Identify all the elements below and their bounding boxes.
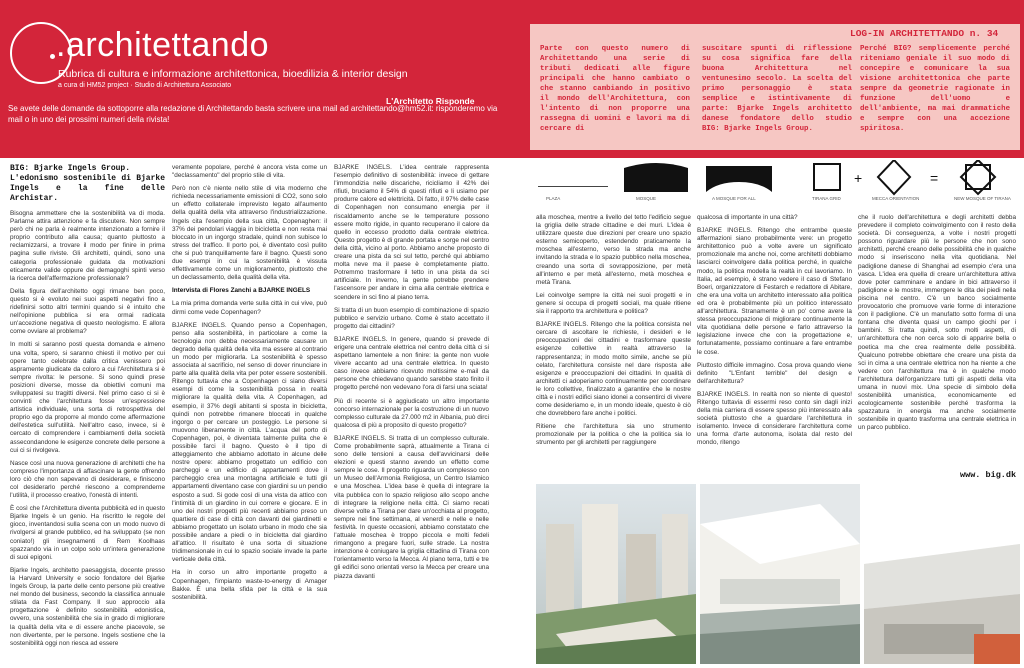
paragraph: qualcosa di importante in una città?	[697, 214, 798, 221]
diagram-labels	[536, 196, 1020, 206]
paragraph: BJARKE INGELS. Quando penso a Copenhagen, penso alla sostenibilità, in particolare a come la tecnologia non debba necessariamente causare un degrado della qualità della vita ma essere al contrario un modo per migliorarla. La sostenibilità è spesso associata al sacrificio, nel senso di dover rinunciare in parte alla qualità della vita per poter essere sostenibili. Ritengo tuttavia che a Copenhagen ci siano diversi esempi di come la sostenibilità possa in realtà migliorare la qualità della vita. A Copenhagen, ad esempio, il 37% degli abitanti si sposta in bicicletta, quindi non potrebbe rimanere bloccati in qualche ingorgo o per cercare un posteggio. Le persone si muovono liberamente in città. L'acqua del porto di Copenhagen, poi, è diventata talmente pulita che è possibile farci il bagno. Questo è il tipo di atteggiamento che abbiamo adottato in alcune delle nostre opere: abbiamo progettato un edificio con parcheggi e un edificio di appartamenti dove il parcheggio crea una montagna artificiale e tutti gli appartamenti diventano case con giardini su un pendio esposto a sud. Si gode così di una vista da attico con l'intimità di un giardino in cui correre e giocare. E in uno dei nostri progetti più recenti abbiamo preso un quartiere di case di città con davanti dei giardinetti e abbiamo progettato un isolato urbano in modo che sia possibile andare a piedi o in bicicletta dal giardino all'attico. Il risultato è una sorta di situazione tridimensionale in cui lo spazio sociale invade la parte verticale della città.	[172, 321, 327, 564]
diagram-label-tirana-grid: TIRANA GRID	[812, 196, 841, 201]
diagram-label-new-mosque: NEW MOSQUE OF TIRANA	[954, 196, 1011, 201]
plaza-shape	[538, 186, 608, 187]
paragraph: È così che l'Architettura diventa pubblicità ed in questo Bjarke Ingels è un genio. Ha riscritto le regole del gioco, inventandosi sulla scena con un modo nuovo di rivolgersi al grande pubblico, ed ha sviluppato (se non coniato!) gli insegnamenti di Rem Koolhaas spazzando via in un colpo solo un'intera generazione di suoi epigoni.	[10, 505, 165, 561]
paragraph: Lei coinvolge sempre la città nei suoi progetti e in genere si occupa di progetti sociali, ma quale ritiene sia il rapporto tra architettura e politica?	[536, 291, 691, 316]
brand-title: .architettando	[56, 26, 270, 64]
article-title: BIG: Bjarke Ingels Group.	[10, 164, 131, 173]
tirana-grid-shape	[814, 164, 840, 190]
intro-box-title: LOG-IN ARCHITETTANDO n. 34	[850, 28, 999, 39]
article-column-2	[172, 164, 327, 664]
photo-mosque-plaza	[700, 484, 860, 664]
diagram-label-mosque: MOSQUE	[636, 196, 657, 201]
paragraph: Però non c'è niente nello stile di vita moderno che richieda necessariamente emissioni di CO2, sono solo un effetto collaterale imprevisto legato all'aumento della qualità della vita attraverso l'industrializzazione. Ingels cita l'esempio della sua città, Copenaghen: il 37% dei pendolari viaggia in bicicletta e non resta mai bloccato in un ingorgo stradale, quindi non subisce lo stress del traffico. Il porto poi, è diventato così pulito che si può tranquillamente fare il bagno. Questi sono due esempi in cui la sostenibilità è vissuta effettivamente come un miglioramento, piuttosto che un declassamento, della qualità della vita.	[172, 185, 327, 282]
paragraph: In molti si saranno posti questa domanda e almeno una volta, spero, si saranno chiesti il motivo per cui opere tanto celebrate dalla critica venissero poi aspramente giudicate da coloro a cui l'Architettura si è sempre rivolta: le persone. Si sono quindi prese posizioni diverse, mosse da obiettivi comuni ma sviluppatesi su tragitti diversi. Nel primo caso ci si è convinti che l'architettura fosse un'espressione artistica individuale, una sorta di retrospettiva del proprio ego da proporre al mondo come affermazione dell'estetica sull'utilità. Nell'altro caso, invece, si è cercato di comprendere i cambiamenti della società assecondandone le esigenze concrete delle persone a cui ci si rivolgeva.	[10, 341, 165, 454]
paragraph: Ritiene che l'architettura sia uno strumento promozionale per la politica o che la politica sia lo strumento per gli architetti per raggiungere	[536, 423, 691, 447]
article-column-5	[697, 214, 852, 476]
website-url: www. big.dk	[960, 470, 1017, 480]
paragraph: Bisogna ammettere che la sostenibilità va di moda. Parlarne attira attenzione e fa discutere. Non sempre però chi ne parla è realmente intenzionato a fornire il proprio contributo alla causa; quanto piuttosto a reclamizzarsi, a trovare il modo per finire in prima pagina sulle riviste. Gli architetti, quindi, sono una categoria professionale guidata da motivazioni eticamente valide oppure dei demagoghi spinti verso la ricerca dell'affermazione professionale?	[10, 210, 165, 282]
intro-col-1: Parte con questo numero di Architettando una serie di tributi dedicati alle figure principali che hanno cambiato o che stanno cambiando in positivo il mondo dell'Architettura, con l'intento di non proporre una rassegna di uomini e lavori ma di cercare di	[540, 45, 690, 133]
equals-sign: =	[930, 170, 939, 186]
diagram-label-mecca-orientation: MECCA ORIENTATION	[872, 196, 920, 201]
paragraph: BJARKE INGELS. In realtà non so niente di questo! Ritengo tuttavia di essermi reso conto sin dagli inizi della mia carriera di essere spesso più interessato alla società piuttosto che a guardare l'architettura in isolamento. Invece di considerare l'architettura come una forma d'arte autonoma, isolata dal resto del mondo, ritengo	[697, 390, 852, 447]
article-column-1	[10, 164, 165, 664]
paragraph: BJARKE INGELS. Si tratta di un complesso culturale. Come probabilmente saprà, attualmente a Tirana ci sono delle tensioni a causa dell'avvicinarsi delle elezioni e questi stanno avendo un effetto come sempre le cose. Il progetto riguarda un complesso con un Museo dell'Armonia Religiosa, un Centro Islamico e una Moschea. L'idea base è quella di integrare la vita pubblica con lo spazio religioso allo scopo anche di integrare la religione nella città. Ci siamo recati diverse volte a Tirana per dare un'occhiata al progetto, sempre nei fine settimana, al venerdì e nelle e nelle festività. In queste occasioni, abbiamo constatato che l'attuale moschea è troppo piccola e molti fedeli rimangono a pregare fuori, sulle strade. La nostra intenzione è coniugare la griglia cittadina di Tirana con l'orientamento verso la Mecca. Al piano terra, tutti e tre gli edifici sono orientati verso la Mecca per creare una piazza davanti	[334, 434, 489, 580]
paragraph: veramente popolare, perché è ancora vista come un "declassamento" del proprio stile di vita.	[172, 164, 327, 180]
photo-tirana-towers	[536, 484, 696, 664]
contact-note: Se avete delle domande da sottoporre alla redazione di Architettando basta scrivere una mail ad architettando@hm52.it: risponderemo via mail o in uno dei prossimi numeri della rivista!	[8, 104, 498, 124]
photo-interior-ramps	[864, 484, 1020, 664]
paragraph: Bjarke Ingels, architetto paesaggista, docente presso la Harvard University e socio fondatore del Bjarke Ingels Group, la parte delle cento persone più creative nel mondo del business, secondo la classifica annuale stilata da Fast Company. Il suo approccio alla progettazione è definito sostenibilità edonistica, ovvero, una sostenibilità che sia in grado di migliorare la qualità della vita e di essere anche piacevole, se non divertente, per le persone. Ingels sostiene che la sostenibilità oggi non riesca ad essere	[10, 566, 165, 647]
intro-col-3: Perché BIG? semplicemente perché riteniamo geniale il suo modo di concepire e comunicare la sua visione architettonica che parte sempre da geometrie ragionate in funzione dell'uomo e dell'ambiente, ma mai drammatiche e sempre con una accezione spiritosa.	[860, 45, 1010, 133]
article-title-block	[10, 164, 165, 204]
mosque-shape	[624, 163, 688, 192]
article-column-3	[334, 164, 489, 664]
plus-sign: +	[854, 170, 863, 186]
paragraph: BJARKE INGELS. Ritengo che entrambe queste affermazioni siano probabilmente vere: un progetto architettonico può a volte avere un significato promozionale ma anche noi, come architetti dobbiamo lasciarci coinvolgere dalla politica perché, in qualche modo, la politica modella la realtà in cui lavoriamo. In Italia, ad esempio, è strano vedere il caso di Stefano Boeri, organizzatore di Festarch e redattore di Abitare, che era una volta un architetto interessato alla politica ed ora è probabilmente più un politico interessato all'architettura. Stranamente è un po' come avere la stessa preoccupazione di migliorare continuamente la vita quotidiana delle persone e farlo attraverso la legislazione invece che con la progettazione e, fortunatamente, possiamo continuare a fare entrambe le cose.	[697, 227, 852, 356]
article-column-4	[536, 214, 691, 476]
paragraph: Della figura dell'architetto oggi rimane ben poco, questo si è evoluto nei suoi aspetti negativi fino a ridefinirsi sotto altri termini quando si è intuito che nell'opinione pubblica si era ormai radicata un'accezione negativa di questo neologismo. E allora come ovviare al problema?	[10, 287, 165, 336]
paragraph: La mia prima domanda verte sulla città in cui vive, può dirmi come vede Copenhagen?	[172, 300, 327, 316]
subtagline: a cura di HM52 project · Studio di Architettura Associato	[58, 82, 232, 89]
paragraph: che il ruolo dell'architettura e degli architetti debba prevedere il completo coinvolgimento con il resto della società. Di conseguenza, a volte i nostri progetti possono riguardare più le persone che non sono architetti, perché creano delle possibilità che in qualche modo si inseriscono nella vita quotidiana. Nel padiglione danese di Shanghai ad esempio c'era una vasca. L'idea era quella di creare un'architettura attiva dove poter camminare e andare in bici attraverso il padiglione e le mostre, immergere le dita dei piedi nella piscina nel centro. C'è un banco socialmente provocatorio che promuove varie forme di interazione con il padiglione. C'è un manufatto sotto forma di una fontana che diventa quasi un campo giochi per i bambini. Si tratta quindi, sotto molti aspetti, di un'architettura che non cerca solo di apparire bella o poetica ma che crea realmente delle possibilità. Qualcuno potrebbe obiettare che creare una pista da sci in cima a una centrale elettrica non ha niente a che vedere con l'architettura ma è in qualche modo l'architettura dell'organizzare tutti gli aspetti della vita umana in nuovi mix. Una specie di simbolo della sostenibilità umanistica, economicamente ed ecologicamente sostenibile perché trasforma la spazzatura in energia ma anche socialmente sostenibile in quanto trasforma una centrale elettrica in un parco pubblico.	[858, 214, 1016, 432]
photo-interior-ramps-image	[864, 484, 1020, 664]
signoff: L'Architetto Risponde	[386, 96, 475, 106]
paragraph: Più di recente si è aggiudicato un altro importante concorso internazionale per la costruzione di un nuovo complesso culturale da 27.000 m2 in Albania, può dirci qualcosa di più a proposito di questo progetto?	[334, 397, 489, 429]
article-column-6	[858, 214, 1016, 468]
paragraph: BJARKE INGELS. L'idea centrale rappresenta l'esempio definitivo di sostenibilità: invece di gettare l'immondizia nelle discariche, ricicliamo il 42% dei rifiuti, bruciamo il 54% di questi rifiuti e li usiamo per produrre calore ed elettricità. Di fatto, il 97% delle case di Copenhagen non consumano energia per il riscaldamento anche se le temperature possono essere molto rigide, in quanto recuperano il calore da quello in eccesso prodotto dalla centrale elettrica. Questo progetto è di grande portata e sorge nel centro della città, vicino al porto. Abbiamo anche proposto di creare una pista da sci sul tetto, perché qui abbiamo molta neve ma il paese è completamente piatto. Potremmo trasformare il tetto in una pista da sci artificiale. In inverno, la gente potrebbe prendere l'ascensore per andare in cima alla centrale elettrica e scendere in sci fino al piano terra.	[334, 164, 489, 301]
tagline: Rubrica di cultura e informazione architettonica, bioedilizia & interior design	[58, 68, 408, 80]
diagram-label-mosque-for-all: A MOSQUE FOR ALL	[712, 196, 756, 201]
paragraph: Ha in corso un altro importante progetto a Copenhagen, l'impianto waste-to-energy di Amager Bakke. È una bella sfida per la città e la sua sostenibilità.	[172, 569, 327, 601]
paragraph: Piuttosto difficile immagino. Cosa prova quando viene definito "L'Enfant terrible" del design e dell'architettura?	[697, 361, 852, 385]
paragraph: alla moschea, mentre a livello del tetto l'edificio segue la griglia delle strade cittadine e dei muri. L'idea è utilizzare queste due direzioni per creare uno spazio esterno semicoperto, estendendo praticamente la moschea all'esterno, verso la strada ma anche invitando la strada e lo spazio pubblico nella moschea, creando una sorta di sovrapposizione, per metà all'interno e per metà all'esterno, metà moschea e metà Tirana.	[536, 214, 691, 286]
header-banner	[0, 0, 1024, 158]
paragraph: Nasce così una nuova generazione di architetti che ha compreso l'importanza di affascinare la gente offrendo loro ciò che non sapevano di desiderare, e finiscono col desiderarlo perché riescono a comprenderne l'utilità, il processo creativo, l'onestà di intenti.	[10, 459, 165, 500]
paragraph: Si tratta di un buon esempio di combinazione di spazio pubblico e servizio urbano. Come è stato accettato il progetto dai cittadini?	[334, 306, 489, 330]
mosque-for-all-shape	[706, 166, 772, 192]
paragraph: BJARKE INGELS. In genere, quando si prevede di erigere una centrale elettrica nel centro della città ci si aspettano lamentele a non finire: la gente non vuole vivere accanto ad una centrale elettrica. In questo caso invece abbiamo ricevuto moltissime e-mail da persone che chiedevano quando sarebbe stato finito il progetto perché non vedevano l'ora di farsi una sciata!	[334, 335, 489, 392]
intro-col-2: suscitare spunti di riflessione su cosa significa fare della buona Architettura nel ventunesimo secolo. La scelta del primo personaggio è stata semplice e istintivamente di parte: Bjarke Ingels architetto danese fondatore dello studio BIG: Bjarke Ingels Group.	[702, 45, 852, 133]
article-subtitle: L'edonismo sostenibile di Bjarke Ingels e la fine delle Archistar.	[10, 174, 165, 203]
interview-heading: Intervista di Flores Zanchi a BJARKE INGELS	[172, 287, 311, 295]
photo-tirana-towers-image	[536, 484, 696, 664]
logo-dot-icon	[50, 54, 55, 59]
mecca-orientation-shape	[878, 160, 910, 194]
paragraph: BJARKE INGELS. Ritengo che la politica consista nel cercare di ascoltare le richieste, i desideri e le preoccupazioni dei cittadini e trasformare queste esigenze collettive in realtà attraverso la rappresentanza; in modo molto simile, anche se più celato, l'architettura consiste nel dare risposta alle esigenze e preoccupazioni dei cittadini. In qualità di architetti ci adoperiamo continuamente per coordinare le loro collettive, finalizzato a garantire che le nostre città e i nostri edifici siano idonei a consentirci di vivere come desideriamo e, in un mondo ideale, questo è ciò che dovrebbero fare anche i politici.	[536, 321, 691, 418]
diagram-label-plaza: PLAZA	[546, 196, 561, 201]
photo-mosque-plaza-image	[700, 484, 860, 664]
